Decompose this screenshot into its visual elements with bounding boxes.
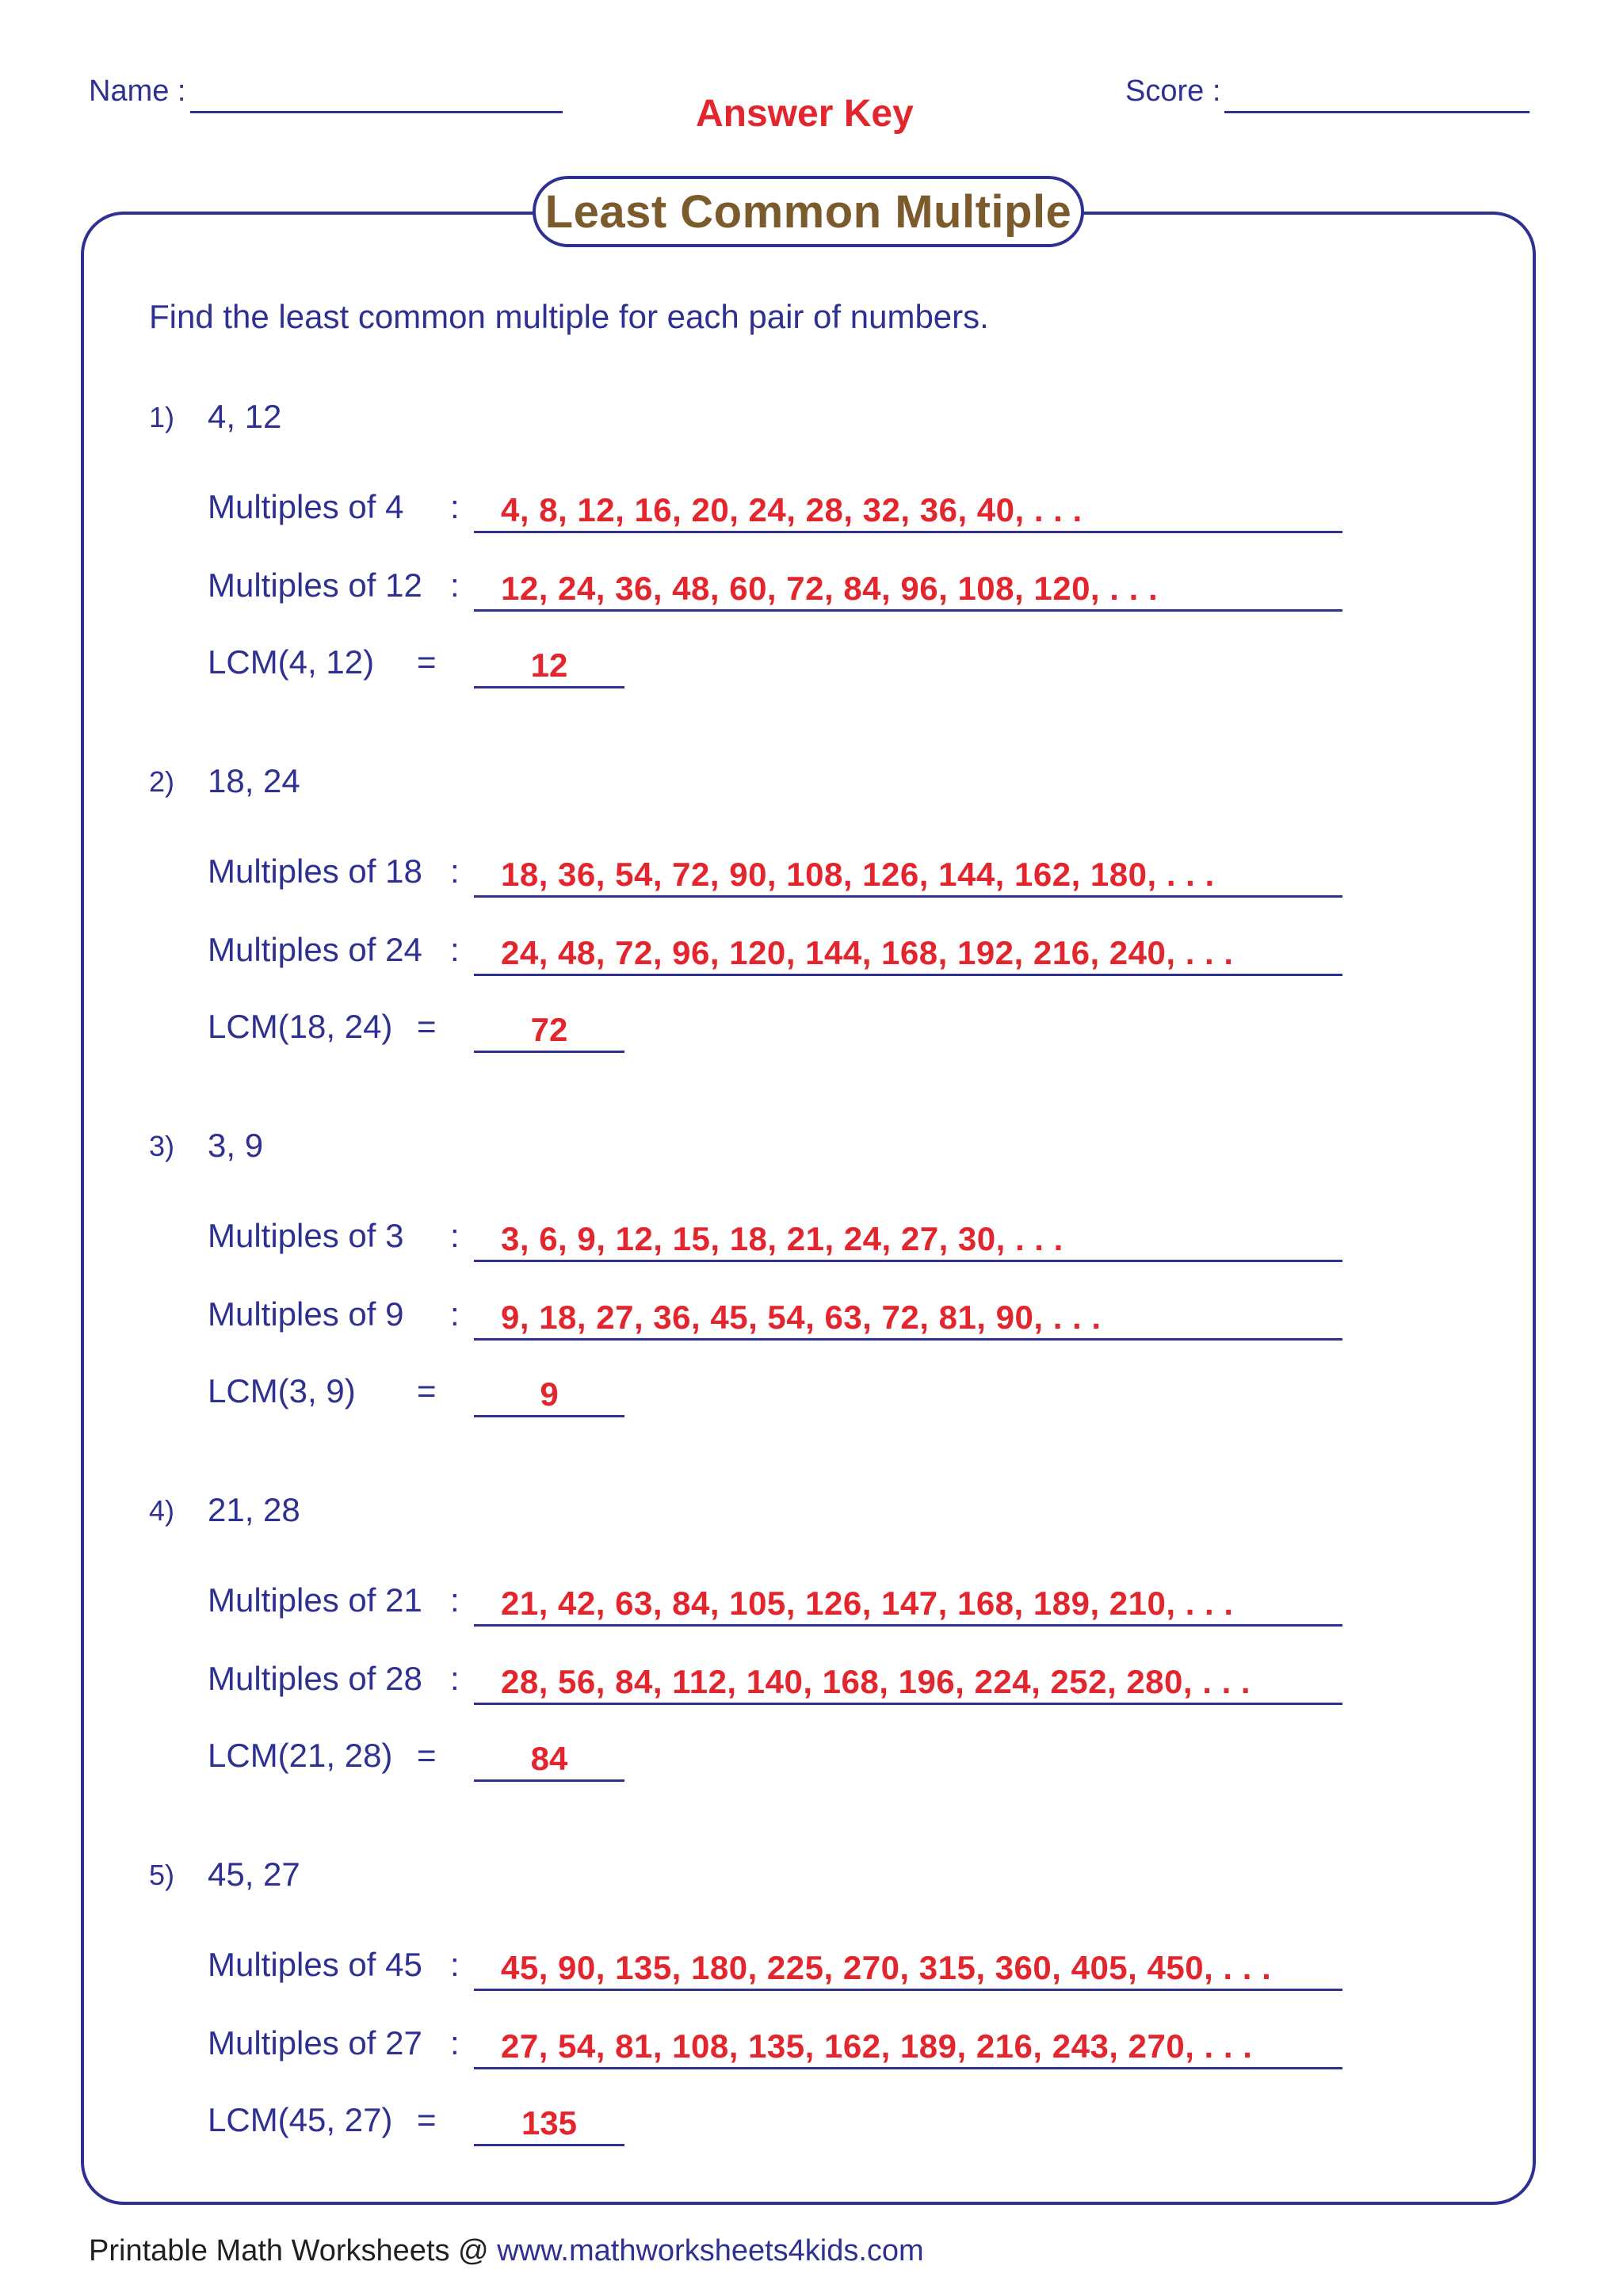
multiples-label-b: Multiples of 24 xyxy=(208,931,422,968)
lcm-answer-line[interactable] xyxy=(474,1051,624,1053)
lcm-label: LCM(3, 9) xyxy=(208,1372,356,1409)
multiples-answer-a: 45, 90, 135, 180, 225, 270, 315, 360, 405, 450, . . . xyxy=(501,1949,1272,1986)
footer-prefix: Printable Math Worksheets @ xyxy=(89,2234,498,2267)
problem-number: 2) xyxy=(149,765,175,798)
multiples-answer-a: 21, 42, 63, 84, 105, 126, 147, 168, 189, 210, . . . xyxy=(501,1585,1234,1622)
lcm-label: LCM(45, 27) xyxy=(208,2101,393,2138)
score-field[interactable] xyxy=(1224,111,1529,113)
multiples-answer-line-b[interactable] xyxy=(474,609,1342,612)
multiples-label-b: Multiples of 28 xyxy=(208,1660,422,1697)
multiples-label-a: Multiples of 21 xyxy=(208,1581,422,1619)
colon: : xyxy=(450,1946,460,1983)
multiples-answer-a: 4, 8, 12, 16, 20, 24, 28, 32, 36, 40, . . . xyxy=(501,491,1083,528)
multiples-label-a: Multiples of 4 xyxy=(208,488,404,525)
multiples-answer-a: 18, 36, 54, 72, 90, 108, 126, 144, 162, 180, . . . xyxy=(501,856,1215,893)
multiples-answer-line-a[interactable] xyxy=(474,895,1342,898)
lcm-label: LCM(4, 12) xyxy=(208,643,375,681)
problem-pair: 18, 24 xyxy=(208,762,300,799)
equals-sign: = xyxy=(417,1008,437,1045)
multiples-answer-b: 27, 54, 81, 108, 135, 162, 189, 216, 243, 270, . . . xyxy=(501,2027,1253,2065)
colon: : xyxy=(450,931,460,968)
multiples-answer-line-b[interactable] xyxy=(474,974,1342,976)
problem-number: 5) xyxy=(149,1859,175,1891)
lcm-label: LCM(18, 24) xyxy=(208,1008,393,1045)
problem-number: 1) xyxy=(149,401,175,433)
problem-pair: 21, 28 xyxy=(208,1491,300,1528)
multiples-label-b: Multiples of 9 xyxy=(208,1295,404,1333)
footer xyxy=(89,2234,924,2268)
equals-sign: = xyxy=(417,643,437,681)
multiples-label-b: Multiples of 12 xyxy=(208,566,422,604)
problem-pair: 45, 27 xyxy=(208,1855,300,1893)
footer-link[interactable]: www.mathworksheets4kids.com xyxy=(497,2234,924,2267)
equals-sign: = xyxy=(417,1737,437,1774)
score-label: Score : xyxy=(1125,74,1221,108)
multiples-label-a: Multiples of 3 xyxy=(208,1217,404,1254)
multiples-answer-line-a[interactable] xyxy=(474,1624,1342,1627)
worksheet-title: Least Common Multiple xyxy=(544,185,1072,238)
multiples-answer-line-a[interactable] xyxy=(474,1260,1342,1262)
name-label: Name : xyxy=(89,74,186,108)
problem-pair: 3, 9 xyxy=(208,1127,264,1164)
colon: : xyxy=(450,1295,460,1333)
multiples-answer-a: 3, 6, 9, 12, 15, 18, 21, 24, 27, 30, . . . xyxy=(501,1220,1064,1257)
colon: : xyxy=(450,488,460,525)
lcm-answer-line[interactable] xyxy=(474,1415,624,1417)
problem-pair: 4, 12 xyxy=(208,398,282,435)
answer-key-heading: Answer Key xyxy=(696,93,914,135)
lcm-answer-line[interactable] xyxy=(474,1779,624,1782)
colon: : xyxy=(450,2024,460,2061)
multiples-answer-b: 12, 24, 36, 48, 60, 72, 84, 96, 108, 120, . . . xyxy=(501,570,1159,607)
multiples-answer-b: 28, 56, 84, 112, 140, 168, 196, 224, 252, 280, . . . xyxy=(501,1663,1251,1700)
problem-number: 3) xyxy=(149,1130,175,1162)
multiples-label-b: Multiples of 27 xyxy=(208,2024,422,2061)
instructions: Find the least common multiple for each pair of numbers. xyxy=(149,298,989,335)
name-field[interactable] xyxy=(190,111,563,113)
multiples-answer-line-b[interactable] xyxy=(474,1338,1342,1341)
colon: : xyxy=(450,566,460,604)
multiples-answer-b: 9, 18, 27, 36, 45, 54, 63, 72, 81, 90, . . . xyxy=(501,1299,1102,1336)
multiples-answer-line-a[interactable] xyxy=(474,531,1342,533)
multiples-answer-b: 24, 48, 72, 96, 120, 144, 168, 192, 216, 240, . . . xyxy=(501,934,1234,971)
problem-number: 4) xyxy=(149,1494,175,1527)
colon: : xyxy=(450,852,460,890)
multiples-answer-line-a[interactable] xyxy=(474,1989,1342,1991)
colon: : xyxy=(450,1660,460,1697)
title-banner xyxy=(533,176,1084,247)
equals-sign: = xyxy=(417,1372,437,1409)
equals-sign: = xyxy=(417,2101,437,2138)
multiples-label-a: Multiples of 45 xyxy=(208,1946,422,1983)
lcm-answer: 9 xyxy=(540,1375,559,1413)
multiples-answer-line-b[interactable] xyxy=(474,1703,1342,1705)
multiples-label-a: Multiples of 18 xyxy=(208,852,422,890)
multiples-answer-line-b[interactable] xyxy=(474,2067,1342,2069)
colon: : xyxy=(450,1581,460,1619)
lcm-answer-line[interactable] xyxy=(474,2144,624,2146)
lcm-answer: 12 xyxy=(530,646,568,684)
colon: : xyxy=(450,1217,460,1254)
lcm-label: LCM(21, 28) xyxy=(208,1737,393,1774)
lcm-answer-line[interactable] xyxy=(474,686,624,688)
lcm-answer: 135 xyxy=(521,2104,578,2142)
lcm-answer: 84 xyxy=(530,1740,568,1777)
lcm-answer: 72 xyxy=(530,1011,568,1048)
